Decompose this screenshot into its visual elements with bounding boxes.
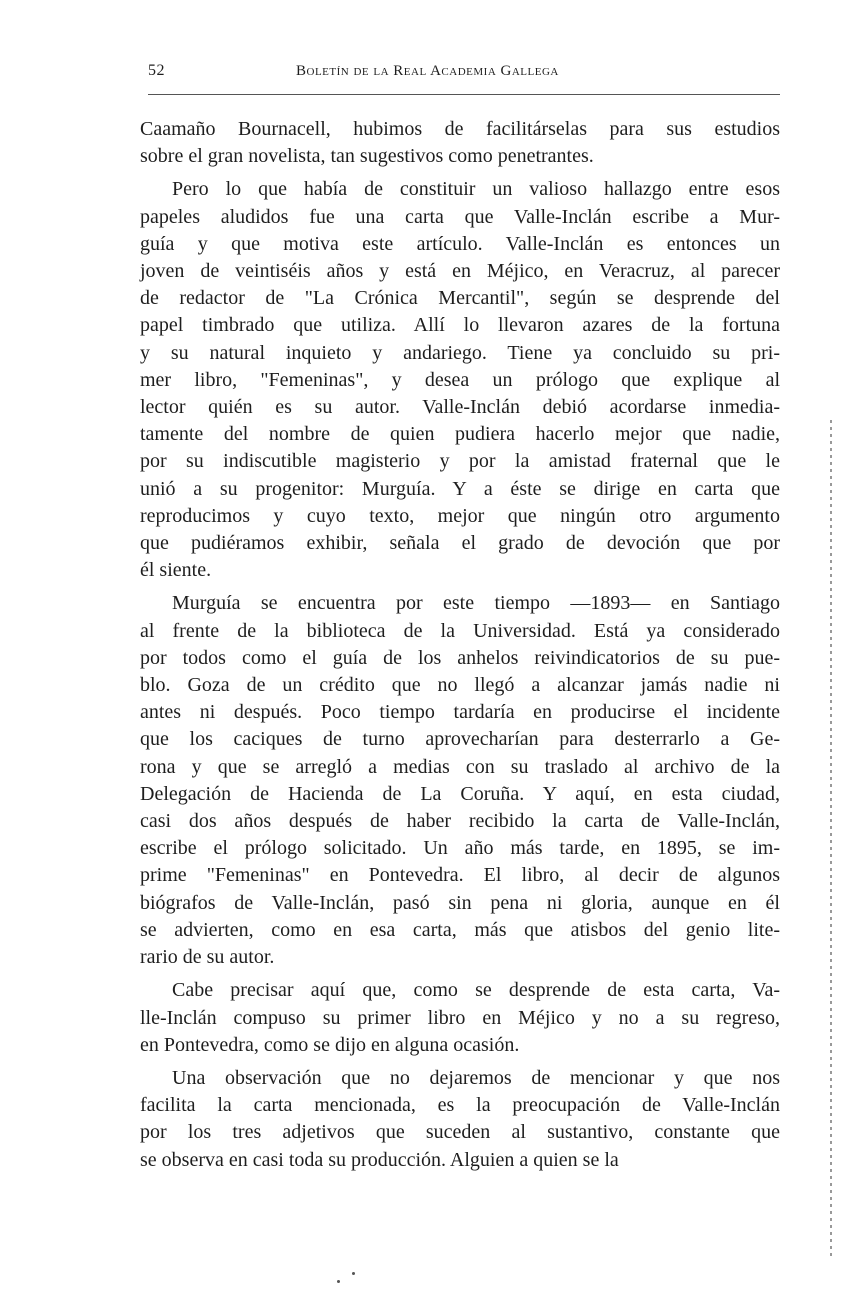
paragraph — [140, 1065, 780, 1174]
text-line: rona y que se arregló a medias con su traslado al archivo de la — [140, 755, 780, 778]
page-header — [148, 62, 780, 86]
text-line: por su indiscutible magisterio y por la amistad fraternal que le — [140, 450, 780, 473]
text-line: casi dos años después de haber recibido la carta de Valle-Inclán, — [140, 810, 780, 833]
text-line: Delegación de Hacienda de La Coruña. Y aquí, en esta ciudad, — [140, 782, 780, 805]
text-line: de redactor de "La Crónica Mercantil", según se desprende del — [140, 287, 780, 310]
text-line: antes ni después. Poco tiempo tardaría en producirse el incidente — [140, 701, 780, 724]
text-line: que los caciques de turno aprovecharían para desterrarlo a Ge- — [140, 728, 780, 751]
text-line: lector quién es su autor. Valle-Inclán debió acordarse inmedia- — [140, 396, 780, 419]
text-line: papeles aludidos fue una carta que Valle-Inclán escribe a Mur- — [140, 205, 780, 228]
text-line: por todos como el guía de los anhelos reivindicatorios de su pue- — [140, 646, 780, 669]
text-line: lle-Inclán compuso su primer libro en Méjico y no a su regreso, — [140, 1006, 780, 1029]
text-line: Cabe precisar aquí que, como se desprende de esta carta, Va- — [172, 979, 780, 1002]
text-line: prime "Femeninas" en Pontevedra. El libro, al decir de algunos — [140, 864, 780, 887]
text-line: en Pontevedra, como se dijo en alguna ocasión. — [140, 1033, 520, 1056]
paragraph — [140, 176, 780, 584]
paragraph — [140, 590, 780, 971]
running-title: Boletín de la Real Academia Gallega — [296, 63, 559, 79]
text-line: Una observación que no dejaremos de mencionar y que nos — [172, 1066, 780, 1089]
text-line: por los tres adjetivos que suceden al sustantivo, constante que — [140, 1121, 780, 1144]
ink-speck — [337, 1280, 340, 1283]
text-line: biógrafos de Valle-Inclán, pasó sin pena ni gloria, aunque en él — [140, 891, 780, 914]
body-text — [140, 116, 780, 1174]
text-line: facilita la carta mencionada, es la preocupación de Valle-Inclán — [140, 1094, 780, 1117]
text-line: que pudiéramos exhibir, señala el grado de devoción que por — [140, 532, 780, 555]
text-line: reproducimos y cuyo texto, mejor que ningún otro argumento — [140, 504, 780, 527]
text-line: tamente del nombre de quien pudiera hacerlo mejor que nadie, — [140, 423, 780, 446]
text-line: al frente de la biblioteca de la Universidad. Está ya considerado — [140, 619, 780, 642]
text-line: mer libro, "Femeninas", y desea un prólogo que explique al — [140, 368, 780, 391]
text-line: escribe el prólogo solicitado. Un año más tarde, en 1895, se im- — [140, 837, 780, 860]
text-line: Caamaño Bournacell, hubimos de facilitárselas para sus estudios — [140, 118, 780, 140]
text-line: guía y que motiva este artículo. Valle-Inclán es entonces un — [140, 232, 780, 255]
text-line: papel timbrado que utiliza. Allí lo llevaron azares de la fortuna — [140, 314, 780, 337]
paragraph — [140, 977, 780, 1059]
page-number: 52 — [148, 62, 165, 79]
paragraph — [140, 116, 780, 170]
text-line: Pero lo que había de constituir un valioso hallazgo entre esos — [172, 178, 780, 201]
text-line: blo. Goza de un crédito que no llegó a alcanzar jamás nadie ni — [140, 674, 780, 697]
text-line: rario de su autor. — [140, 946, 275, 969]
header-rule — [148, 94, 780, 95]
text-line: unió a su progenitor: Murguía. Y a éste se dirige en carta que — [140, 477, 780, 500]
text-line: sobre el gran novelista, tan sugestivos como penetrantes. — [140, 145, 594, 168]
page-edge-mark — [830, 420, 832, 1260]
text-line: se observa en casi toda su producción. Alguien a quien se la — [140, 1148, 619, 1171]
text-line: Murguía se encuentra por este tiempo —1893— en Santiago — [172, 592, 780, 615]
text-line: y su natural inquieto y andariego. Tiene ya concluido su pri- — [140, 341, 780, 364]
text-line: él siente. — [140, 559, 212, 582]
ink-speck — [352, 1272, 355, 1275]
text-line: se advierten, como en esa carta, más que atisbos del genio lite- — [140, 918, 780, 941]
text-line: joven de veintiséis años y está en Méjico, en Veracruz, al parecer — [140, 260, 780, 283]
